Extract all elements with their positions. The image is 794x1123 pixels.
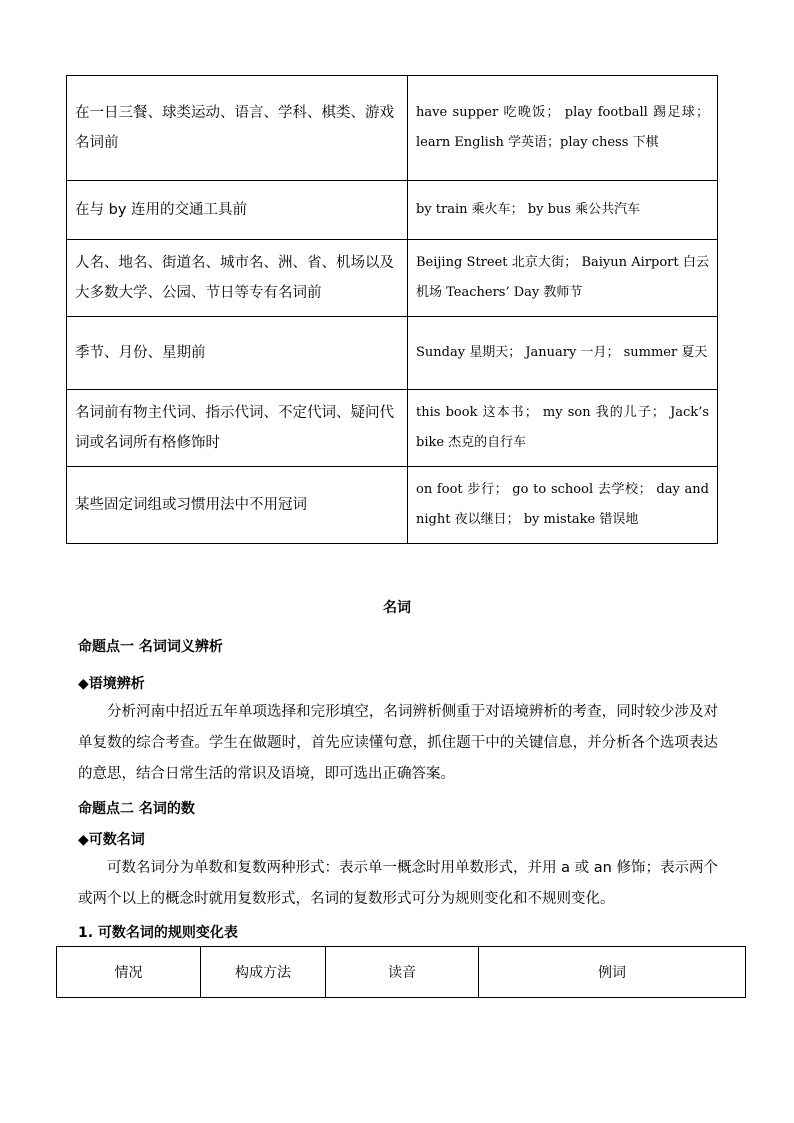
header-cell: 构成方法 [201, 947, 326, 998]
rule-cell: 人名、地名、街道名、城市名、洲、省、机场以及大多数大学、公园、节日等专有名词前 [67, 240, 408, 317]
table-header-row [57, 947, 746, 998]
article-usage-table [66, 75, 718, 544]
point2-paragraph: 可数名词分为单数和复数两种形式：表示单一概念时用单数形式，并用 a 或 an 修饰；表示两个或两个以上的概念时就用复数形式，名词的复数形式可分为规则变化和不规则变化。 [78, 860, 718, 907]
example-cell: this book 这本书； my son 我的儿子； Jack’s bike 杰克的自行车 [408, 390, 718, 467]
example-cell: Sunday 星期天； January 一月； summer 夏天 [408, 317, 718, 390]
rule-cell: 某些固定词组或习惯用法中不用冠词 [67, 467, 408, 544]
list-heading: 1. 可数名词的规则变化表 [78, 925, 238, 941]
point2-heading: 命题点二 名词的数 [78, 801, 195, 817]
table-row [67, 317, 718, 390]
table-row [67, 390, 718, 467]
example-cell: have supper 吃晚饭； play football 踢足球； learn English 学英语；play chess 下棋 [408, 76, 718, 181]
rule-cell: 季节、月份、星期前 [67, 317, 408, 390]
rule-cell: 在一日三餐、球类运动、语言、学科、棋类、游戏名词前 [67, 76, 408, 181]
table-row [67, 240, 718, 317]
plural-rules-table [56, 946, 746, 998]
table-row [67, 467, 718, 544]
rule-cell: 名词前有物主代词、指示代词、不定代词、疑问代词或名词所有格修饰时 [67, 390, 408, 467]
header-cell: 情况 [57, 947, 201, 998]
example-cell: by train 乘火车； by bus 乘公共汽车 [408, 181, 718, 240]
header-cell: 例词 [479, 947, 746, 998]
example-cell: Beijing Street 北京大街； Baiyun Airport 白云机场 Teachers’ Day 教师节 [408, 240, 718, 317]
table-row [67, 181, 718, 240]
rule-cell: 在与 by 连用的交通工具前 [67, 181, 408, 240]
section-title: 名词 [383, 600, 411, 616]
point2-subheading: ◆可数名词 [78, 832, 145, 848]
example-cell: on foot 步行； go to school 去学校； day and night 夜以继日； by mistake 错误地 [408, 467, 718, 544]
point1-heading: 命题点一 名词词义辨析 [78, 639, 223, 655]
table-row [67, 76, 718, 181]
point1-subheading: ◆语境辨析 [78, 676, 145, 692]
header-cell: 读音 [326, 947, 479, 998]
point1-paragraph: 分析河南中招近五年单项选择和完形填空，名词辨析侧重于对语境辨析的考查，同时较少涉及对单复数的综合考查。学生在做题时，首先应读懂句意，抓住题干中的关键信息，并分析各个选项表达的意思，结合日常生活的常识及语境，即可选出正确答案。 [78, 704, 718, 782]
